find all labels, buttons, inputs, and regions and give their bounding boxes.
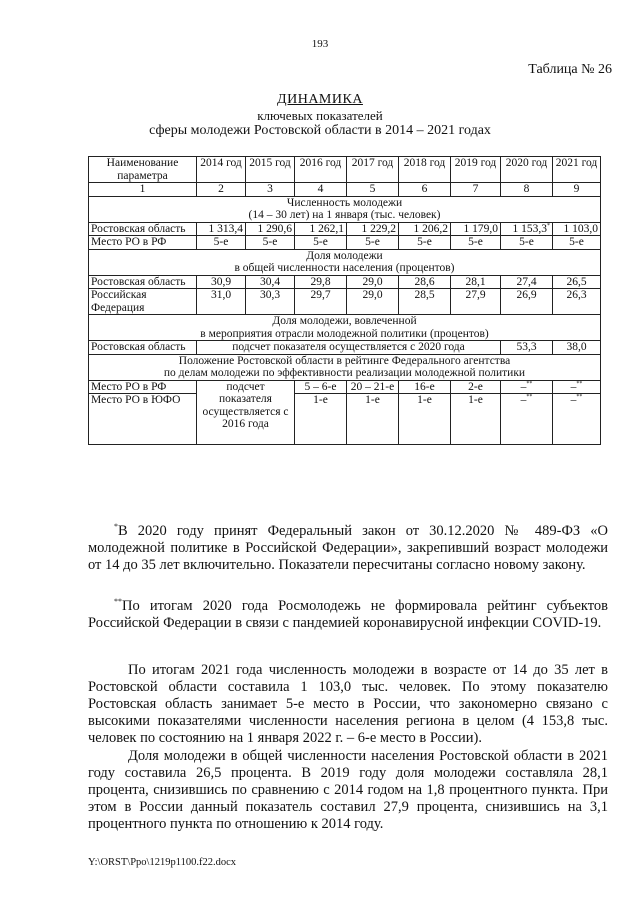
table-cell: 2-е — [451, 380, 501, 394]
table-cell — [501, 380, 553, 394]
table-row — [89, 236, 601, 250]
table-cell: 1 179,0 — [451, 222, 501, 236]
col-number: 3 — [246, 183, 295, 197]
footnote-mark: ** — [526, 394, 533, 401]
table-cell: 1-е — [451, 394, 501, 445]
title-main: ДИНАМИКА — [277, 92, 363, 107]
table-row — [89, 341, 601, 355]
table-cell: 5-е — [197, 236, 246, 250]
section-title-line1: Доля молодежи — [306, 249, 383, 262]
dynamics-table — [88, 156, 601, 445]
row-label: Ростовская область — [89, 222, 197, 236]
table-cell: 28,1 — [451, 275, 501, 289]
table-cell: 30,3 — [246, 289, 295, 315]
page-number: 193 — [311, 38, 329, 50]
table-cell: 1-е — [399, 394, 451, 445]
table-cell: 30,9 — [197, 275, 246, 289]
section-title-line1: Положение Ростовской области в рейтинге Федерального агентства — [178, 354, 511, 367]
merged-note: подсчет показателя осуществляется с 2016 года — [197, 380, 295, 445]
file-path: Y:\ORST\Ppo\1219p1100.f22.docx — [88, 857, 236, 868]
table-label: Таблица № 26 — [528, 62, 612, 77]
title-line2: ключевых показателей — [257, 108, 383, 123]
footnote-1 — [88, 523, 608, 574]
table-cell: 1-е — [295, 394, 347, 445]
section-title — [89, 354, 601, 380]
cell-value: 1 153,3 — [512, 222, 547, 235]
table-row — [89, 275, 601, 289]
row-label: Российская Федерация — [89, 289, 197, 315]
table-row — [89, 289, 601, 315]
table-cell: 26,9 — [501, 289, 553, 315]
section-title — [89, 315, 601, 341]
row-label: Ростовская область — [89, 275, 197, 289]
table-cell: 1 229,2 — [347, 222, 399, 236]
table-cell: 1 262,1 — [295, 222, 347, 236]
table-row — [89, 380, 601, 394]
row-label: Ростовская область — [89, 341, 197, 355]
footnote-text: По итогам 2020 года Росмолодежь не формировала рейтинг субъектов Российской Федерации в связи с пандемией коронавирусной инфекции COVID-19. — [88, 598, 608, 631]
header-year: 2017 год — [347, 157, 399, 183]
footnote-2 — [88, 598, 608, 632]
table-cell: 20 – 21-е — [347, 380, 399, 394]
table-cell: 1-е — [347, 394, 399, 445]
header-year: 2018 год — [399, 157, 451, 183]
table-cell: 1 290,6 — [246, 222, 295, 236]
cell-value: – — [570, 380, 577, 393]
footnote-mark: ** — [576, 394, 583, 401]
table-title — [0, 92, 640, 139]
footnote-mark: ** — [526, 380, 533, 387]
col-number: 7 — [451, 183, 501, 197]
section-title-row — [89, 354, 601, 380]
col-number: 2 — [197, 183, 246, 197]
table-cell: 31,0 — [197, 289, 246, 315]
header-year: 2021 год — [553, 157, 601, 183]
footnote-mark: * — [547, 222, 550, 229]
col-number: 1 — [89, 183, 197, 197]
table-cell: 5-е — [399, 236, 451, 250]
table-cell: 5-е — [501, 236, 553, 250]
table-cell — [553, 394, 601, 445]
table-cell: 26,3 — [553, 289, 601, 315]
col-number: 5 — [347, 183, 399, 197]
table-cell: 5-е — [347, 236, 399, 250]
table-cell — [553, 380, 601, 394]
col-number: 4 — [295, 183, 347, 197]
table-cell: 27,9 — [451, 289, 501, 315]
section-title — [89, 249, 601, 275]
table-cell: 5-е — [246, 236, 295, 250]
header-year: 2015 год — [246, 157, 295, 183]
body-paragraph-2: Доля молодежи в общей численности населения Ростовской области в 2021 году составила 26,5 процента. В 2019 году доля молодежи составляла 28,1 процента, снизившись по сравнению с 2014 годом на 1,8 процентного пункта. При этом в России данный показатель составил 27,9 процента, снизившись на 3,1 процентного пункта по отношению к 2014 году. — [88, 748, 608, 832]
column-numbers-row — [89, 183, 601, 197]
section-title — [89, 196, 601, 222]
header-year: 2014 год — [197, 157, 246, 183]
cell-value: – — [520, 380, 527, 393]
table-cell: 26,5 — [553, 275, 601, 289]
col-number: 8 — [501, 183, 553, 197]
section-title-line2: (14 – 30 лет) на 1 января (тыс. человек) — [248, 209, 441, 221]
table-cell: 28,6 — [399, 275, 451, 289]
section-title-row — [89, 315, 601, 341]
section-title-line2: в мероприятия отрасли молодежной политики (процентов) — [200, 327, 489, 340]
table-cell — [501, 222, 553, 236]
body-paragraph-1: По итогам 2021 года численность молодежи в возрасте от 14 до 35 лет в Ростовской области составила 1 103,0 тыс. человек. По этому показателю Ростовская область занимает 5-е место в России, что закономерно связано с высокими показателями численности населения региона в целом (4 153,8 тыс. человек по состоянию на 1 января 2022 г. – 6-е место в России). — [88, 662, 608, 746]
section-title-line1: Доля молодежи, вовлеченной — [272, 315, 417, 327]
table-cell: 1 313,4 — [197, 222, 246, 236]
table-cell: 5-е — [553, 236, 601, 250]
section-title-line2: в общей численности населения (процентов) — [234, 262, 455, 274]
section-title-line2: по делам молодежи по эффективности реализации молодежной политики — [163, 367, 526, 379]
row-label: Место РО в ЮФО — [89, 394, 197, 445]
footnote-mark: ** — [576, 380, 583, 387]
table-cell — [501, 394, 553, 445]
header-param: Наименование параметра — [89, 157, 197, 183]
table-cell: 27,4 — [501, 275, 553, 289]
table-cell: 16-е — [399, 380, 451, 394]
table-row — [89, 394, 601, 445]
table-cell: 1 103,0 — [553, 222, 601, 236]
header-year: 2019 год — [451, 157, 501, 183]
footnote-text: В 2020 году принят Федеральный закон от 30.12.2020 № 489-ФЗ «О молодежной политике в Российской Федерации», закрепивший возраст молодежи от 14 до 35 лет включительно. Показатели пересчитаны согласно новому закону. — [88, 523, 608, 573]
footnote-mark: ** — [114, 597, 122, 607]
table-cell: 29,7 — [295, 289, 347, 315]
cell-value: – — [570, 394, 577, 406]
col-number: 9 — [553, 183, 601, 197]
table-cell: 28,5 — [399, 289, 451, 315]
cell-value: – — [520, 394, 527, 406]
title-line3: сферы молодежи Ростовской области в 2014 – 2021 годах — [149, 123, 491, 138]
row-label: Место РО в РФ — [89, 380, 197, 394]
row-label: Место РО в РФ — [89, 236, 197, 250]
table-cell: 5 – 6-е — [295, 380, 347, 394]
table-cell: 5-е — [451, 236, 501, 250]
table-cell: 5-е — [295, 236, 347, 250]
table-cell: 30,4 — [246, 275, 295, 289]
section-title-line1: Численность молодежи — [286, 196, 403, 209]
table-cell: 38,0 — [553, 341, 601, 355]
col-number: 6 — [399, 183, 451, 197]
table-cell: 29,8 — [295, 275, 347, 289]
header-year: 2016 год — [295, 157, 347, 183]
header-row — [89, 157, 601, 183]
merged-note: подсчет показателя осуществляется с 2020 года — [197, 341, 501, 355]
table-cell: 53,3 — [501, 341, 553, 355]
table-cell: 29,0 — [347, 275, 399, 289]
table-cell: 1 206,2 — [399, 222, 451, 236]
section-title-row — [89, 196, 601, 222]
table-cell: 29,0 — [347, 289, 399, 315]
table-row — [89, 222, 601, 236]
header-year: 2020 год — [501, 157, 553, 183]
footnote-mark: * — [114, 522, 118, 532]
section-title-row — [89, 249, 601, 275]
